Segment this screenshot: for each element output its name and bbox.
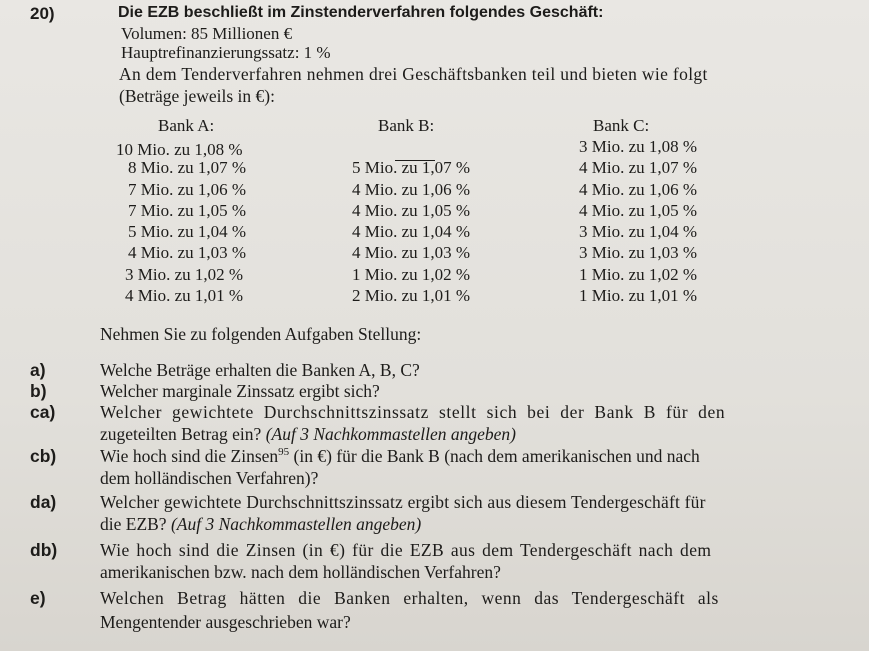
task-da-line-2-text: die EZB? bbox=[100, 514, 167, 534]
footnote-marker: 95 bbox=[278, 446, 290, 459]
bank-c-bid: 4 Mio. zu 1,06 % bbox=[579, 180, 698, 199]
task-cb-line-1 bbox=[100, 446, 700, 467]
task-ca-line-1: Welcher gewichtete Durchschnittszinssatz stellt sich bei der Bank B für den bbox=[100, 402, 726, 422]
task-da-line-2 bbox=[100, 514, 421, 535]
task-cb-line-1-post: (in €) für die Bank B (nach dem amerikanischen und nach bbox=[293, 446, 700, 466]
bank-a-bid: 4 Mio. zu 1,01 % bbox=[125, 286, 244, 305]
rate-line: Hauptrefinanzierungssatz: 1 % bbox=[121, 43, 331, 62]
task-a-text: Welche Beträge erhalten die Banken A, B, C? bbox=[100, 360, 420, 380]
bank-b-bid: 4 Mio. zu 1,04 % bbox=[352, 222, 471, 241]
task-da-line-1: Welcher gewichtete Durchschnittszinssatz ergibt sich aus diesem Tendergeschäft für bbox=[100, 492, 706, 512]
task-da-label: da) bbox=[30, 492, 57, 512]
bank-a-header: Bank A: bbox=[158, 116, 215, 135]
bank-a-bid: 3 Mio. zu 1,02 % bbox=[125, 265, 244, 284]
task-a-label: a) bbox=[30, 360, 46, 380]
bank-b-bid: 2 Mio. zu 1,01 % bbox=[352, 286, 471, 305]
volume-line: Volumen: 85 Millionen € bbox=[121, 24, 293, 43]
bank-a-bid: 10 Mio. zu 1,08 % bbox=[116, 140, 243, 159]
bank-c-bid: 3 Mio. zu 1,03 % bbox=[579, 243, 698, 262]
bank-c-bid: 3 Mio. zu 1,08 % bbox=[579, 137, 698, 156]
bank-a-bid: 4 Mio. zu 1,03 % bbox=[128, 243, 247, 262]
question-number: 20) bbox=[30, 4, 55, 23]
intro-line-1 bbox=[119, 64, 848, 85]
task-b-label: b) bbox=[30, 381, 47, 401]
intro-text-1: An dem Tenderverfahren nehmen drei Geschäftsbanken teil und bieten wie folgt bbox=[119, 64, 708, 84]
question-title: Die EZB beschließt im Zinstenderverfahren folgendes Geschäft: bbox=[118, 4, 604, 21]
task-cb-line-2: dem holländischen Verfahren)? bbox=[100, 468, 319, 488]
bank-a-bid: 7 Mio. zu 1,05 % bbox=[128, 201, 247, 220]
bank-c-bid: 4 Mio. zu 1,05 % bbox=[579, 201, 698, 220]
task-ca-note: (Auf 3 Nachkommastellen angeben) bbox=[265, 424, 516, 444]
bank-c-bid: 1 Mio. zu 1,02 % bbox=[579, 265, 698, 284]
task-e-line-2: Mengentender ausgeschrieben war? bbox=[100, 612, 351, 632]
bank-a-bid: 7 Mio. zu 1,06 % bbox=[128, 180, 247, 199]
bank-c-bid: 3 Mio. zu 1,04 % bbox=[579, 222, 698, 241]
task-ca-label: ca) bbox=[30, 402, 56, 422]
bank-c-bid: 4 Mio. zu 1,07 % bbox=[579, 158, 698, 177]
intro-line-2: (Beträge jeweils in €): bbox=[119, 86, 275, 106]
task-ca-line-2 bbox=[100, 424, 516, 445]
task-b-text: Welcher marginale Zinssatz ergibt sich? bbox=[100, 381, 380, 401]
task-db-line-2: amerikanischen bzw. nach dem holländischen Verfahren? bbox=[100, 562, 501, 582]
task-db-line-1: Wie hoch sind die Zinsen (in €) für die EZB aus dem Tendergeschäft nach dem bbox=[100, 540, 712, 560]
task-cb-line-1-pre: Wie hoch sind die Zinsen bbox=[100, 446, 279, 466]
bank-b-bid: 4 Mio. zu 1,03 % bbox=[352, 243, 471, 262]
bank-b-bid: 4 Mio. zu 1,06 % bbox=[352, 180, 471, 199]
task-ca-line-2-text: zugeteilten Betrag ein? bbox=[100, 424, 262, 444]
task-e-line-1: Welchen Betrag hätten die Banken erhalten, wenn das Tendergeschäft als bbox=[100, 588, 719, 608]
bank-b-bid: 5 Mio. zu 1,07 % bbox=[352, 158, 471, 177]
instruction-text: Nehmen Sie zu folgenden Aufgaben Stellung: bbox=[100, 324, 422, 344]
bank-a-bid: 8 Mio. zu 1,07 % bbox=[128, 158, 247, 177]
bank-b-header: Bank B: bbox=[378, 116, 435, 135]
task-db-label: db) bbox=[30, 540, 58, 560]
bank-b-bid: 1 Mio. zu 1,02 % bbox=[352, 265, 471, 284]
bank-c-header: Bank C: bbox=[593, 116, 650, 135]
bank-c-bid: 1 Mio. zu 1,01 % bbox=[579, 286, 698, 305]
task-cb-label: cb) bbox=[30, 446, 57, 466]
task-e-label: e) bbox=[30, 588, 46, 608]
bank-b-bid: 4 Mio. zu 1,05 % bbox=[352, 201, 471, 220]
task-da-note: (Auf 3 Nachkommastellen angeben) bbox=[170, 514, 422, 534]
bank-a-bid: 5 Mio. zu 1,04 % bbox=[128, 222, 247, 241]
